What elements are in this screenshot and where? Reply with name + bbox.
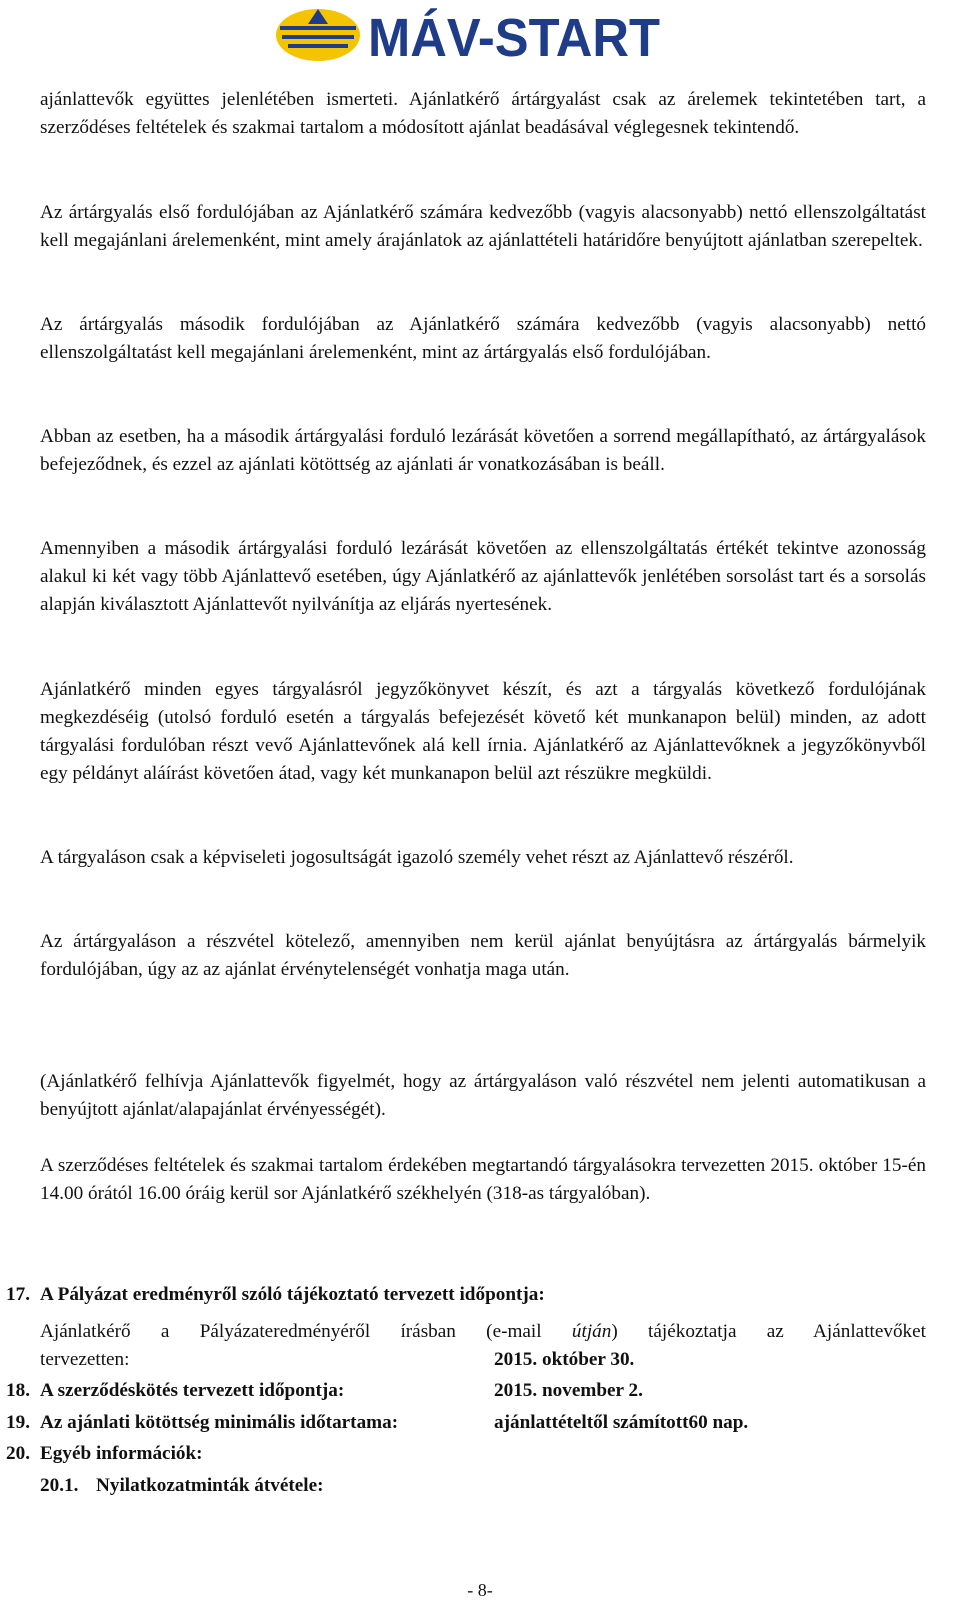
section-19-number: 19. (6, 1412, 30, 1433)
logo-text: MÁV-START (368, 8, 661, 66)
section-20-title: Egyéb információk: (40, 1443, 203, 1464)
section-17-text: Ajánlatkérő a Pályázateredményéről írásban (e-mail útján) tájékoztatja az Ajánlattevőket (40, 1321, 926, 1342)
section-17-number: 17. (6, 1284, 30, 1305)
section-17-date: 2015. október 30. (494, 1349, 635, 1370)
section-20-1-title: Nyilatkozatminták átvétele: (96, 1475, 324, 1496)
paragraph: Ajánlatkérő minden egyes tárgyalásról jegyzőkönyvet készít, és azt a tárgyalás következő fordulójának megkezdéséig (utolsó forduló esetén a tárgyalás befejezését követő két munkanapon belül) minden, az adott tárgyalási fordulóban részt vevő Ajánlattevőnek alá kell írnia. Ajánlatkérő az Ajánlattevőknek a jegyzőkönyvből egy példányt aláírást követően átad, vagy két munkanapon belül azt részükre megküldi. (40, 679, 926, 784)
mav-start-logo (274, 4, 664, 66)
section-18-number: 18. (6, 1380, 30, 1401)
paragraph: A szerződéses feltételek és szakmai tartalom érdekében megtartandó tárgyalásokra tervezetten 2015. október 15-én 14.00 órától 16.00 óráig kerül sor Ajánlatkérő székhelyén (318-as tárgyalóban). (40, 1155, 926, 1204)
section-17-title: A Pályázat eredményről szóló tájékoztató tervezett időpontja: (40, 1284, 545, 1305)
section-18-value: 2015. november 2. (494, 1380, 643, 1401)
section-20-1-number: 20.1. (40, 1475, 79, 1496)
section-19-title: Az ajánlati kötöttség minimális időtartama: (40, 1412, 399, 1433)
paragraph: (Ajánlatkérő felhívja Ajánlattevők figyelmét, hogy az ártárgyaláson való részvétel nem jelenti automatikusan a benyújtott ajánlat/alapajánlat érvényességét). (40, 1071, 926, 1120)
paragraph: Az ártárgyalás első fordulójában az Ajánlatkérő számára kedvezőbb (vagyis alacsonyabb) nettó ellenszolgáltatást kell megajánlani árelemenként, mint amely árajánlatok az ajánlattételi határidőre benyújtott ajánlatban szerepeltek. (40, 202, 926, 251)
logo-emblem (276, 9, 360, 61)
section-20-number: 20. (6, 1443, 30, 1464)
paragraph: ajánlattevők együttes jelenlétében ismerteti. Ajánlatkérő ártárgyalást csak az árelemek tekintetében tart, a szerződéses feltételek és szakmai tartalom a módosított ajánlat beadásával véglegesnek tekintendő. (40, 89, 926, 138)
paragraph: Az ártárgyalás második fordulójában az Ajánlatkérő számára kedvezőbb (vagyis alacsonyabb) nettó ellenszolgáltatást kell megajánlani árelemenként, mint az ártárgyalás első fordulójában. (40, 314, 926, 363)
section-18-title: A szerződéskötés tervezett időpontja: (40, 1380, 345, 1401)
page-number: - 8- (467, 1580, 493, 1600)
paragraph: Az ártárgyaláson a részvétel kötelező, amennyiben nem kerül ajánlat benyújtásra az ártárgyalás bármelyik fordulójában, úgy az az ajánlat érvénytelenségét vonhatja maga után. (40, 931, 926, 980)
section-17-label: tervezetten: (40, 1349, 130, 1370)
paragraph: Amennyiben a második ártárgyalási forduló lezárását követően az ellenszolgáltatás értékét tekintve azonosság alakul ki két vagy több Ajánlattevő esetében, úgy Ajánlatkérő az ajánlattevők jenlétében sorsolást tart és a sorsolás alapján kiválasztott Ajánlattevőt nyilvánítja az eljárás nyertesének. (40, 538, 926, 615)
paragraph: A tárgyaláson csak a képviseleti jogosultságát igazoló személy vehet részt az Ajánlattevő részéről. (40, 847, 794, 868)
section-19-value: ajánlattételtől számított60 nap. (494, 1412, 749, 1433)
paragraph: Abban az esetben, ha a második ártárgyalási forduló lezárását követően a sorrend megállapítható, az ártárgyalások befejeződnek, és ezzel az ajánlati kötöttség az ajánlati ár vonatkozásában is beáll. (40, 426, 926, 475)
